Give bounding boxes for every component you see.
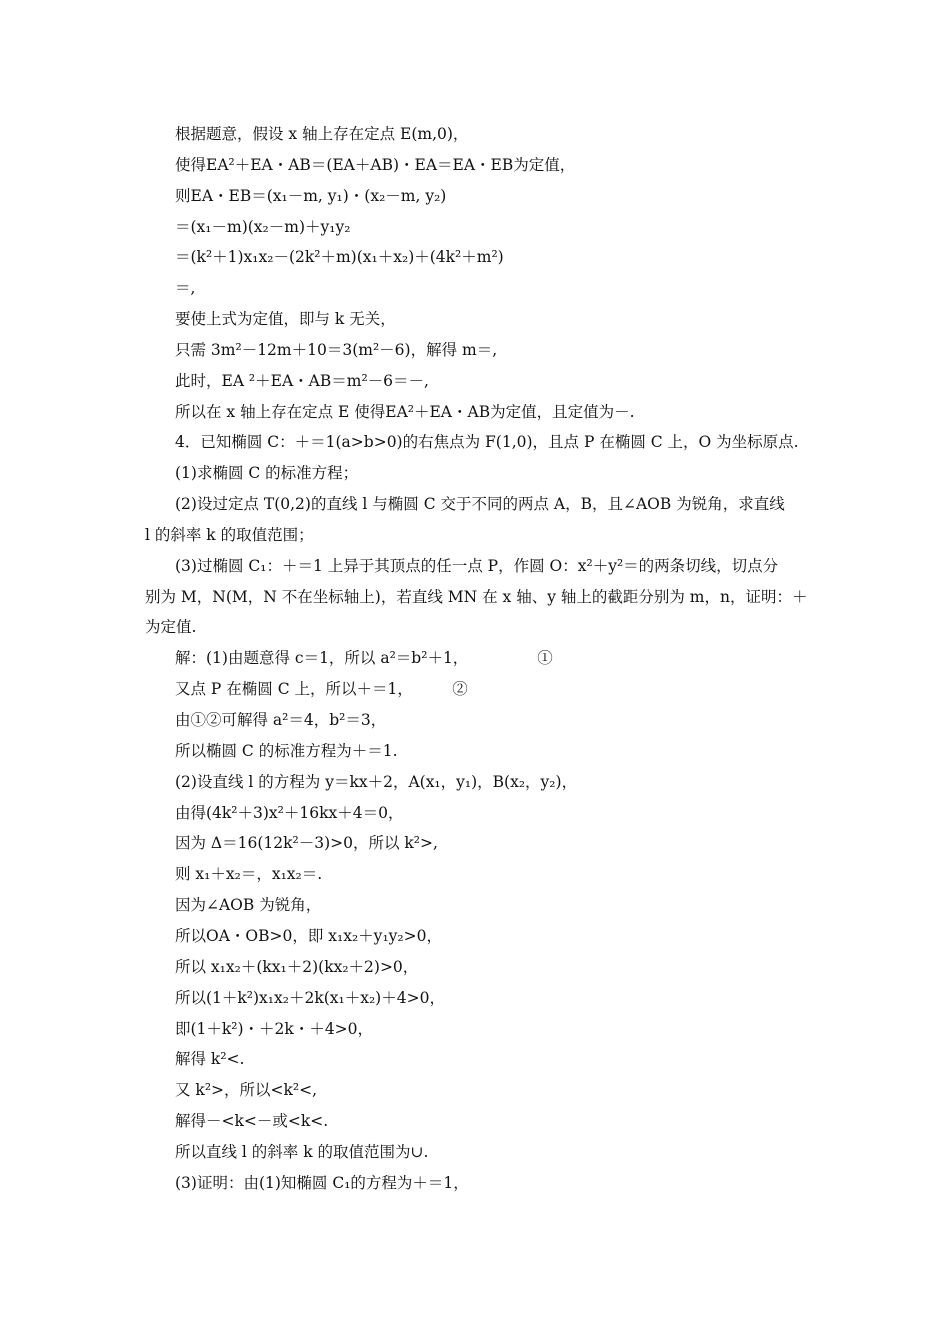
text-line: 为定值. xyxy=(145,618,197,636)
text-line: 因为 Δ＝16(12k²－3)>0，所以 k²>, xyxy=(175,834,438,852)
text-line: 由①②可解得 a²＝4，b²＝3， xyxy=(175,711,387,729)
text-line: 要使上式为定值，即与 k 无关， xyxy=(175,310,396,328)
text-line: ＝, xyxy=(175,279,196,297)
text-line: 所以在 x 轴上存在定点 E 使得EA²＋EA・AB为定值，且定值为－. xyxy=(175,403,635,421)
text-line: 解得 k²<. xyxy=(175,1050,245,1068)
text-line: (2)设直线 l 的方程为 y＝kx＋2，A(x₁，y₁)，B(x₂，y₂)， xyxy=(175,773,578,791)
text-line: 因为∠AOB 为锐角， xyxy=(175,896,322,914)
text-line: 使得EA²＋EA・AB＝(EA＋AB)・EA＝EA・EB为定值， xyxy=(175,156,576,174)
text-line: 别为 M，N(M，N 不在坐标轴上)，若直线 MN 在 x 轴、y 轴上的截距分别为 m，n，证明：＋ xyxy=(145,588,808,606)
problem-statement: 4．已知椭圆 C：＋＝1(a>b>0)的右焦点为 F(1,0)，且点 P 在椭圆 C 上，O 为坐标原点. xyxy=(175,433,799,451)
text-line: ＝(k²＋1)x₁x₂－(2k²＋m)(x₁＋x₂)＋(4k²＋m²) xyxy=(175,248,504,266)
text-line: 只需 3m²－12m＋10＝3(m²－6)，解得 m＝, xyxy=(175,341,498,359)
text-line: (1)求椭圆 C 的标准方程； xyxy=(175,464,359,482)
solution-start: 解：(1)由题意得 c＝1，所以 a²＝b²＋1， ① xyxy=(175,649,553,667)
text-line: 所以OA・OB>0，即 x₁x₂＋y₁y₂>0， xyxy=(175,927,442,945)
text-line: 此时，EA ²＋EA・AB＝m²－6＝－, xyxy=(175,372,429,390)
text-line: 即(1＋k²)・＋2k・＋4>0， xyxy=(175,1020,374,1038)
text-line: 所以(1＋k²)x₁x₂＋2k(x₁＋x₂)＋4>0， xyxy=(175,989,445,1007)
text-line: (3)证明：由(1)知椭圆 C₁的方程为＋＝1， xyxy=(175,1174,469,1192)
text-line: 所以 x₁x₂＋(kx₁＋2)(kx₂＋2)>0， xyxy=(175,958,419,976)
text-line: 又点 P 在椭圆 C 上，所以＋＝1， ② xyxy=(175,680,468,698)
text-line: 又 k²>，所以<k²<, xyxy=(175,1081,318,1099)
text-line: 根据题意，假设 x 轴上存在定点 E(m,0)， xyxy=(175,125,469,143)
text-line: 则 x₁＋x₂＝，x₁x₂＝. xyxy=(175,865,323,883)
text-line: 则EA・EB＝(x₁－m, y₁)・(x₂－m, y₂) xyxy=(175,187,447,205)
text-line: 所以直线 l 的斜率 k 的取值范围为∪. xyxy=(175,1143,429,1161)
text-line: l 的斜率 k 的取值范围； xyxy=(145,526,314,544)
text-line: 解得－<k<－或<k<. xyxy=(175,1112,329,1130)
text-line: 所以椭圆 C 的标准方程为＋＝1. xyxy=(175,742,398,760)
text-line: (2)设过定点 T(0,2)的直线 l 与椭圆 C 交于不同的两点 A，B，且∠AOB 为锐角，求直线 xyxy=(175,495,785,513)
text-line: 由得(4k²＋3)x²＋16kx＋4＝0， xyxy=(175,804,404,822)
text-line: ＝(x₁－m)(x₂－m)＋y₁y₂ xyxy=(175,218,351,236)
text-line: (3)过椭圆 C₁：＋＝1 上异于其顶点的任一点 P，作圆 O：x²＋y²＝的两条切线，切点分 xyxy=(175,557,779,575)
